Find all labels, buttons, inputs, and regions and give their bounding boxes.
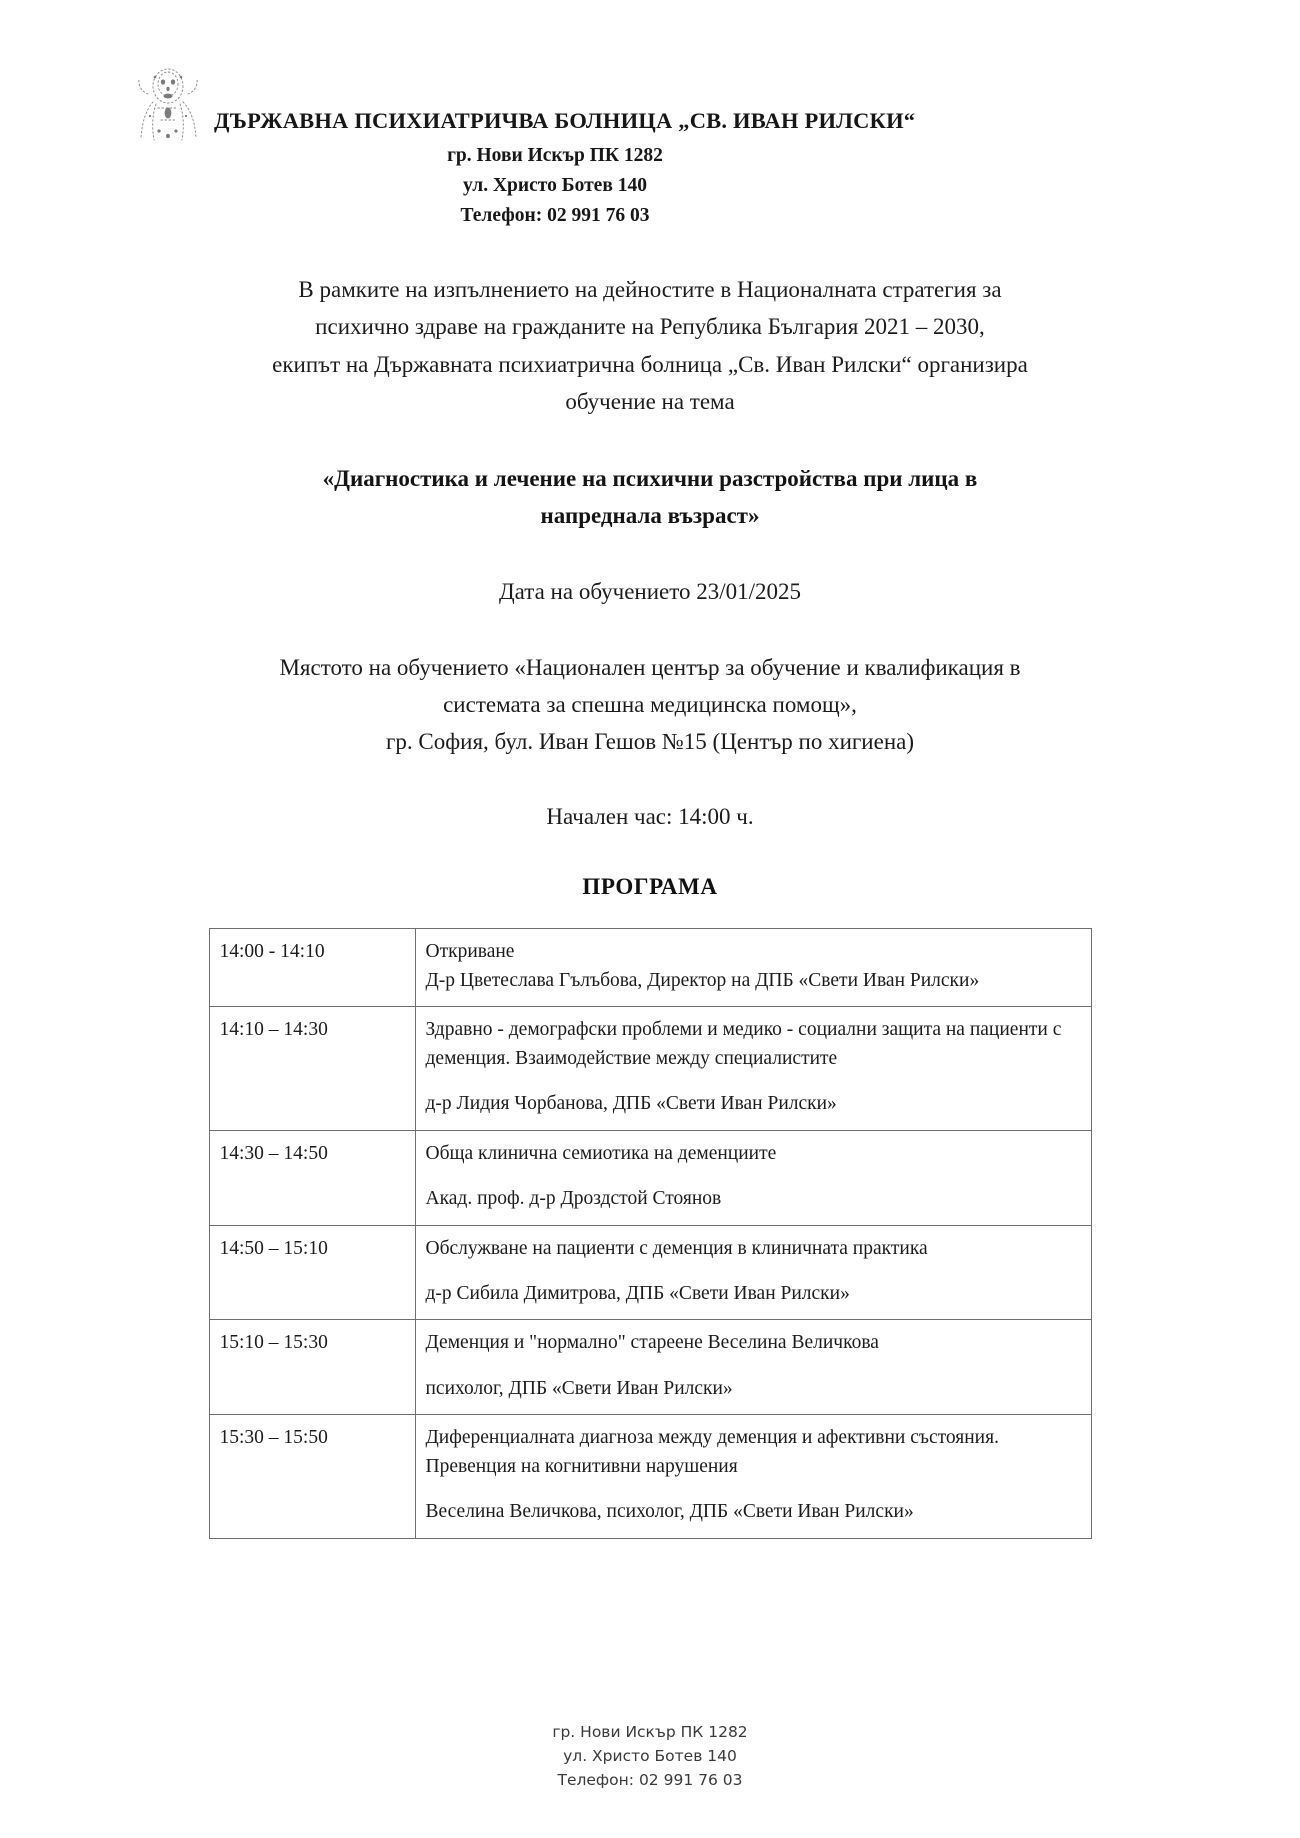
venue-line-3: гр. София, бул. Иван Гешов №15 (Център по хигиена) bbox=[385, 729, 915, 754]
letterhead-title-row bbox=[0, 58, 1300, 138]
venue-line-2: системата за спешна медицинска помощ», bbox=[443, 691, 857, 717]
table-row bbox=[209, 1007, 1091, 1130]
program-heading: ПРОГРАМА bbox=[582, 874, 718, 900]
program-topic: Обслужване на пациенти с деменция в клиничната практика bbox=[425, 1237, 928, 1259]
table-row bbox=[209, 1415, 1091, 1538]
training-venue bbox=[230, 649, 1070, 761]
page-footer bbox=[0, 1720, 1300, 1792]
program-table-body bbox=[209, 929, 1091, 1539]
organization-name: ДЪРЖАВНА ПСИХИАТРИЧВА БОЛНИЦА „СВ. ИВАН РИЛСКИ“ bbox=[214, 108, 916, 133]
program-topic: Здравно - демографски проблеми и медико - социални защита на пациенти с деменция. Взаимодействие между специалистите bbox=[425, 1019, 1062, 1069]
program-speaker: психолог, ДПБ «Свети Иван Рилски» bbox=[425, 1377, 733, 1399]
letterhead bbox=[0, 0, 1300, 227]
program-time: 15:30 – 15:50 bbox=[209, 1415, 415, 1538]
saint-figure-emblem-icon bbox=[128, 58, 206, 142]
program-time: 15:10 – 15:30 bbox=[209, 1320, 415, 1415]
training-title bbox=[270, 460, 1030, 535]
letterhead-street: ул. Христо Ботев 140 bbox=[463, 175, 647, 196]
table-row bbox=[209, 1130, 1091, 1225]
program-description bbox=[415, 1320, 1091, 1415]
table-row bbox=[209, 1320, 1091, 1415]
intro-line-3: екипът на Държавната психиатрична болница „Св. Иван Рилски“ организира bbox=[272, 351, 1028, 377]
training-title-line-2: напреднала възраст» bbox=[540, 503, 760, 529]
program-description bbox=[415, 1007, 1091, 1130]
program-time: 14:30 – 14:50 bbox=[209, 1130, 415, 1225]
program-time: 14:10 – 14:30 bbox=[209, 1007, 415, 1130]
training-date: Дата на обучението 23/01/2025 bbox=[498, 578, 802, 604]
program-speaker: д-р Сибила Димитрова, ДПБ «Свети Иван Рилски» bbox=[425, 1283, 850, 1304]
program-description bbox=[415, 1130, 1091, 1225]
venue-line-1: Мястото на обучението «Национален център за обучение и квалификация в bbox=[279, 654, 1021, 680]
footer-city: гр. Нови Искър ПК 1282 bbox=[552, 1722, 748, 1741]
letterhead-city: гр. Нови Искър ПК 1282 bbox=[447, 145, 663, 166]
letterhead-phone: Телефон: 02 991 76 03 bbox=[460, 205, 650, 226]
program-time: 14:50 – 15:10 bbox=[209, 1225, 415, 1320]
intro-line-2: психично здраве на гражданите на Република България 2021 – 2030, bbox=[315, 314, 985, 340]
program-description bbox=[415, 1225, 1091, 1320]
intro-line-1: В рамките на изпълнението на дейностите в Националната стратегия за bbox=[298, 277, 1002, 302]
program-speaker: Д-р Цветеслава Гълъбова, Директор на ДПБ «Свети Иван Рилски» bbox=[425, 969, 980, 991]
footer-street: ул. Христо Ботев 140 bbox=[563, 1746, 737, 1765]
intro-line-4: обучение на тема bbox=[565, 388, 735, 414]
program-description bbox=[415, 1415, 1091, 1538]
program-topic: Обща клинична семиотика на деменциите bbox=[425, 1142, 777, 1164]
program-topic: Диференциалната диагноза между деменция и афективни състояния. Превенция на когнитивни нарушения bbox=[425, 1427, 999, 1477]
training-start-time: Начален час: 14:00 ч. bbox=[546, 804, 754, 830]
footer-phone: Телефон: 02 991 76 03 bbox=[557, 1770, 743, 1789]
program-table bbox=[209, 928, 1092, 1539]
program-description bbox=[415, 929, 1091, 1007]
program-topic: Деменция и "нормално" стареене Веселина Величкова bbox=[425, 1332, 879, 1354]
program-speaker: д-р Лидия Чорбанова, ДПБ «Свети Иван Рилски» bbox=[425, 1093, 837, 1115]
table-row bbox=[209, 1225, 1091, 1320]
intro-paragraph bbox=[250, 271, 1050, 420]
program-time: 14:00 - 14:10 bbox=[209, 929, 415, 1007]
program-speaker: Акад. проф. д-р Дроздстой Стоянов bbox=[425, 1188, 722, 1210]
program-speaker: Веселина Величкова, психолог, ДПБ «Свети Иван Рилски» bbox=[425, 1501, 914, 1523]
training-title-line-1: «Диагностика и лечение на психични разстройства при лица в bbox=[322, 466, 978, 491]
program-topic: Откриване bbox=[425, 941, 515, 963]
table-row bbox=[209, 929, 1091, 1007]
